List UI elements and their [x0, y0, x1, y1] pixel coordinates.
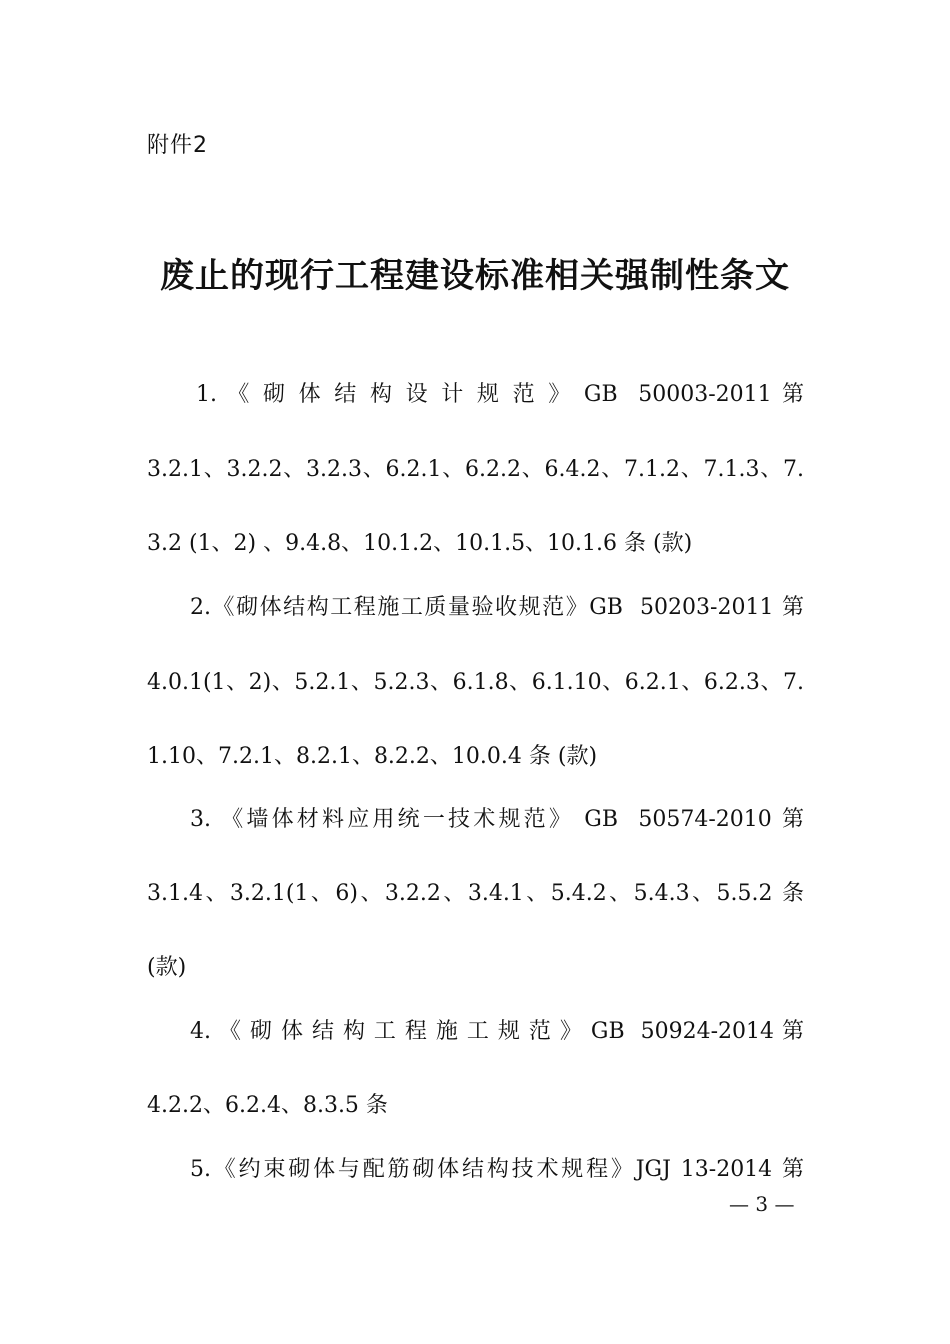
item-4-line-1: 4. 《 砌 体 结 构 工 程 施 工 规 范 》 GB 50924-2014 第 — [190, 1019, 804, 1044]
item-4-line-2: 4.2.2、6.2.4、8.3.5 条 — [147, 1093, 388, 1118]
item-2-line-1: 2.《砌体结构工程施工质量验收规范》GB 50203-2011 第 — [190, 595, 804, 620]
item-2-line-2: 4.0.1(1、2)、5.2.1、5.2.3、6.1.8、6.1.10、6.2.1、6.2.3、7. — [147, 670, 804, 695]
document-title: 废止的现行工程建设标准相关强制性条文 — [160, 256, 790, 296]
page-number: — 3 — — [729, 1192, 795, 1216]
item-3-line-1: 3. 《墙体材料应用统一技术规范》 GB 50574-2010 第 — [190, 807, 804, 832]
item-3-line-3: (款) — [147, 955, 187, 980]
item-1-line-3: 3.2 (1、2) 、9.4.8、10.1.2、10.1.5、10.1.6 条 (款) — [147, 531, 693, 556]
item-1-line-2: 3.2.1、3.2.2、3.2.3、6.2.1、6.2.2、6.4.2、7.1.2、7.1.3、7. — [147, 457, 804, 482]
item-2-line-3: 1.10、7.2.1、8.2.1、8.2.2、10.0.4 条 (款) — [147, 744, 598, 769]
item-3-line-2: 3.1.4、3.2.1(1、6)、3.2.2、3.4.1、5.4.2、5.4.3、5.5.2 条 — [147, 881, 804, 906]
attachment-label: 附件2 — [147, 133, 208, 158]
item-5-line-1: 5.《约束砌体与配筋砌体结构技术规程》JGJ 13-2014 第 — [190, 1157, 804, 1182]
item-1-line-1: 1. 《 砌 体 结 构 设 计 规 范 》 GB 50003-2011 第 — [196, 382, 804, 407]
